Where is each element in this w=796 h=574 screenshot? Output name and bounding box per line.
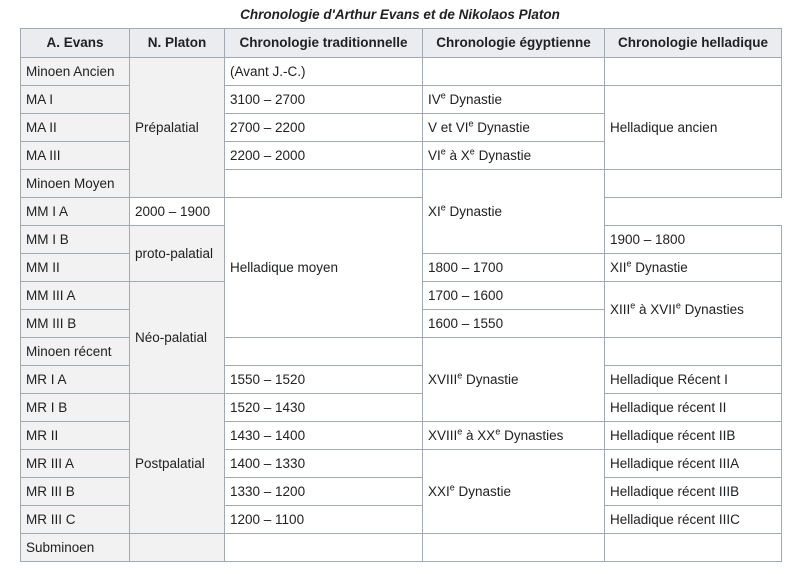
trad-mr3c: 1200 – 1100 <box>225 506 423 534</box>
egypt-sup: e <box>495 426 501 436</box>
egypt-xiii-xvii-dynasties <box>605 282 782 338</box>
egypt-xxi-dynastie <box>423 450 605 534</box>
hellad-recent-1: Helladique Récent I <box>605 366 782 394</box>
egypt-xi-dynastie <box>423 170 605 254</box>
egypt-label: Dynastie <box>454 483 512 499</box>
egypt-mid: à X <box>445 147 470 163</box>
table-row <box>21 394 782 422</box>
trad-mr2: 1430 – 1400 <box>225 422 423 450</box>
platon-postpalatial: Postpalatial <box>130 394 225 534</box>
egypt-empty-1 <box>423 58 605 86</box>
evans-minoen-recent: Minoen récent <box>21 338 130 366</box>
egypt-label: Dynastie <box>631 259 688 275</box>
egypt-label: Dynasties <box>500 427 564 443</box>
egypt-roman: XII <box>610 259 627 275</box>
egypt-label: Dynasties <box>680 301 744 317</box>
evans-mr2: MR II <box>21 422 130 450</box>
table-caption: Chronologie d'Arthur Evans et de Nikolaos Platon <box>240 7 560 22</box>
evans-minoen-moyen: Minoen Moyen <box>21 170 130 198</box>
trad-mm1a: 2000 – 1900 <box>130 198 225 226</box>
hellad-recent-2: Helladique récent II <box>605 394 782 422</box>
hellad-recent-2b: Helladique récent IIB <box>605 422 782 450</box>
egypt-xviii-xx-dynasties <box>423 422 605 450</box>
platon-prepalatial: Prépalatial <box>130 58 225 198</box>
header-helladic: Chronologie helladique <box>605 29 782 58</box>
evans-mr3c: MR III C <box>21 506 130 534</box>
trad-mr3b: 1330 – 1200 <box>225 478 423 506</box>
evans-mr1b: MR I B <box>21 394 130 422</box>
egypt-sup: e <box>449 482 455 492</box>
evans-minoen-ancien: Minoen Ancien <box>21 58 130 86</box>
trad-empty-3 <box>225 338 423 366</box>
hellad-moyen: Helladique moyen <box>225 198 423 338</box>
chronology-table <box>20 28 782 562</box>
hellad-ancien: Helladique ancien <box>605 86 782 170</box>
egypt-roman: XI <box>428 203 441 219</box>
hellad-recent-3c: Helladique récent IIIC <box>605 506 782 534</box>
trad-empty-last <box>225 534 423 562</box>
trad-mm1b: 1900 – 1800 <box>605 226 782 254</box>
egypt-sup: e <box>630 300 636 310</box>
hellad-empty-3 <box>605 338 782 366</box>
egypt-label: Dynastie <box>445 91 503 107</box>
hellad-recent-3a: Helladique récent IIIA <box>605 450 782 478</box>
egypt-vi-x-dynastie <box>423 142 605 170</box>
trad-mm2: 1800 – 1700 <box>423 254 605 282</box>
trad-mr1a: 1550 – 1520 <box>225 366 423 394</box>
header-row <box>21 29 782 58</box>
hellad-empty-2 <box>605 170 782 198</box>
egypt-sup: e <box>626 258 632 268</box>
evans-mm1b: MM I B <box>21 226 130 254</box>
egypt-sup: e <box>468 118 474 128</box>
evans-ma2: MA II <box>21 114 130 142</box>
egypt-roman: XVIII <box>428 371 458 387</box>
egypt-label: Dynastie <box>473 119 530 135</box>
header-traditional: Chronologie traditionnelle <box>225 29 423 58</box>
egypt-roman: IV <box>428 91 441 107</box>
evans-mr3b: MR III B <box>21 478 130 506</box>
table-row <box>21 198 782 226</box>
hellad-empty-last <box>605 534 782 562</box>
trad-ma1: 3100 – 2700 <box>225 86 423 114</box>
trad-mr3a: 1400 – 1330 <box>225 450 423 478</box>
egypt-sup: e <box>457 370 463 380</box>
egypt-sup: e <box>457 426 463 436</box>
hellad-recent-3b: Helladique récent IIIB <box>605 478 782 506</box>
egypt-v-vi-dynastie <box>423 114 605 142</box>
egypt-xviii-dynastie <box>423 338 605 422</box>
evans-mr1a: MR I A <box>21 366 130 394</box>
header-egyptian: Chronologie égyptienne <box>423 29 605 58</box>
egypt-iv-dynastie <box>423 86 605 114</box>
egypt-xii-dynastie <box>605 254 782 282</box>
egypt-sup: e <box>440 90 446 100</box>
egypt-sup: e <box>440 202 446 212</box>
trad-ma2: 2700 – 2200 <box>225 114 423 142</box>
table-row <box>21 58 782 86</box>
trad-mm3b: 1600 – 1550 <box>423 310 605 338</box>
trad-avant: (Avant J.-C.) <box>225 58 423 86</box>
egypt-label: Dynastie <box>462 371 519 387</box>
egypt-roman: XIII <box>610 301 631 317</box>
egypt-roman: V et VI <box>428 119 469 135</box>
hellad-empty-1 <box>605 58 782 86</box>
trad-ma3: 2200 – 2000 <box>225 142 423 170</box>
header-platon: N. Platon <box>130 29 225 58</box>
egypt-sup: e <box>440 146 446 156</box>
evans-mm2: MM II <box>21 254 130 282</box>
egypt-sup: e <box>469 146 475 156</box>
egypt-mid: à XVII <box>635 301 676 317</box>
platon-empty-last <box>130 534 225 562</box>
trad-mm3a: 1700 – 1600 <box>423 282 605 310</box>
evans-mr3a: MR III A <box>21 450 130 478</box>
platon-neopalatial: Néo-palatial <box>130 282 225 394</box>
egypt-roman: VI <box>428 147 441 163</box>
egypt-label: Dynastie <box>474 147 532 163</box>
egypt-label: Dynastie <box>445 203 503 219</box>
evans-ma1: MA I <box>21 86 130 114</box>
evans-mm3a: MM III A <box>21 282 130 310</box>
evans-mm1a: MM I A <box>21 198 130 226</box>
egypt-roman: XXI <box>428 483 450 499</box>
header-evans: A. Evans <box>21 29 130 58</box>
egypt-roman: XVIII <box>428 427 458 443</box>
table-row <box>21 534 782 562</box>
trad-empty-2 <box>225 170 423 198</box>
egypt-sup: e <box>675 300 681 310</box>
egypt-empty-last <box>423 534 605 562</box>
platon-protopalatial: proto-palatial <box>130 226 225 282</box>
trad-mr1b: 1520 – 1430 <box>225 394 423 422</box>
evans-mm3b: MM III B <box>21 310 130 338</box>
egypt-mid: à XX <box>462 427 496 443</box>
evans-ma3: MA III <box>21 142 130 170</box>
evans-subminoen: Subminoen <box>21 534 130 562</box>
